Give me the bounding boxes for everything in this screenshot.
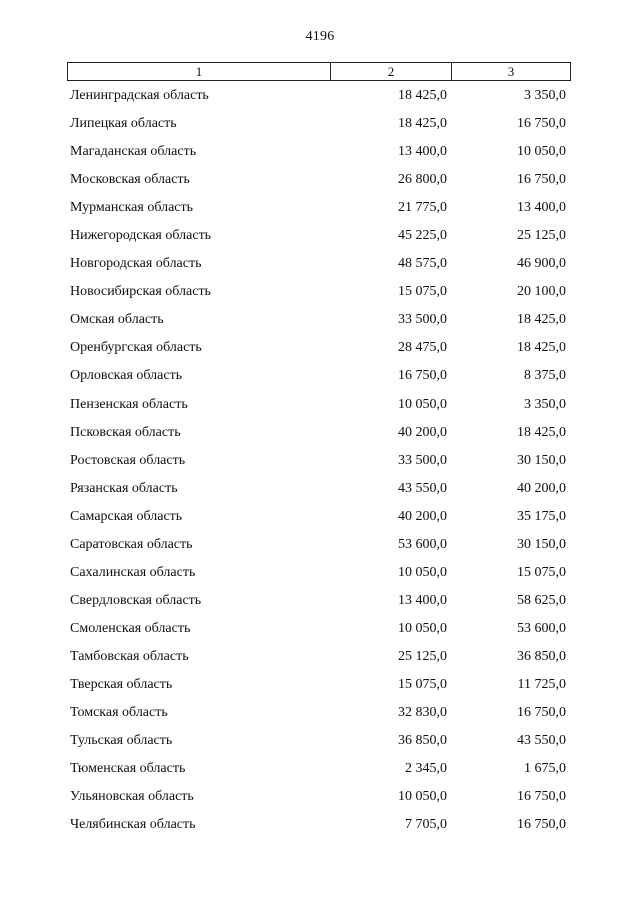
table-row [0,731,640,759]
column-3-value: 25 125,0 [517,228,566,244]
table-row [0,338,640,366]
table-row [0,310,640,338]
region-name: Новосибирская область [70,284,211,300]
table-row [0,86,640,114]
region-name: Омская область [70,312,164,328]
column-3-value: 58 625,0 [517,592,566,608]
table-row [0,563,640,591]
region-name: Свердловская область [70,592,202,608]
column-2-value: 13 400,0 [398,592,447,608]
column-3-value: 30 150,0 [517,536,566,552]
column-3-value: 20 100,0 [517,284,566,300]
column-3-value: 10 050,0 [517,144,566,160]
column-2-value: 10 050,0 [398,620,447,636]
column-2-value: 7 705,0 [405,817,447,833]
region-name: Орловская область [70,368,183,384]
region-name: Мурманская область [70,200,194,216]
region-name: Тюменская область [70,761,186,777]
table-row [0,815,640,843]
table-row [0,479,640,507]
column-3-value: 18 425,0 [517,340,566,356]
column-2-value: 10 050,0 [398,564,447,580]
column-2-value: 53 600,0 [398,536,447,552]
column-header-row [68,63,571,81]
table-row [0,591,640,619]
column-3-value: 16 750,0 [517,116,566,132]
column-2-value: 26 800,0 [398,172,447,188]
column-3-value: 15 075,0 [517,564,566,580]
column-2-value: 15 075,0 [398,284,447,300]
column-3-value: 40 200,0 [517,480,566,496]
column-3-value: 11 725,0 [517,676,566,692]
region-name: Московская область [70,172,190,188]
table-row [0,366,640,394]
column-header-3: 3 [452,63,571,81]
table-row [0,423,640,451]
table-row [0,282,640,310]
region-name: Тверская область [70,676,173,692]
region-name: Челябинская область [70,817,196,833]
table-body [0,86,640,843]
region-name: Смоленская область [70,620,191,636]
column-3-value: 1 675,0 [524,761,566,777]
column-3-value: 18 425,0 [517,312,566,328]
column-2-value: 33 500,0 [398,452,447,468]
region-name: Томская область [70,705,168,721]
column-2-value: 40 200,0 [398,424,447,440]
table-row [0,647,640,675]
region-name: Тамбовская область [70,648,189,664]
region-name: Нижегородская область [70,228,212,244]
column-header-2: 2 [331,63,452,81]
table-row [0,619,640,647]
region-name: Сахалинская область [70,564,196,580]
page-number: 4196 [305,29,335,44]
region-name: Магаданская область [70,144,197,160]
column-2-value: 10 050,0 [398,789,447,805]
column-header-table [67,62,571,81]
column-2-value: 32 830,0 [398,705,447,721]
region-name: Псковская область [70,424,181,440]
table-row [0,535,640,563]
column-2-value: 28 475,0 [398,340,447,356]
table-row [0,198,640,226]
region-name: Пензенская область [70,396,188,412]
region-name: Ленинградская область [70,88,209,103]
region-name: Новгородская область [70,256,202,272]
column-2-value: 18 425,0 [398,88,447,103]
region-name: Липецкая область [70,116,177,132]
column-2-value: 25 125,0 [398,648,447,664]
column-3-value: 3 350,0 [524,396,566,412]
region-name: Рязанская область [70,480,178,496]
column-2-value: 40 200,0 [398,508,447,524]
table-row [0,254,640,282]
column-3-value: 36 850,0 [517,648,566,664]
table-row [0,114,640,142]
column-header-1: 1 [68,63,331,81]
table-row [0,759,640,787]
column-2-value: 10 050,0 [398,396,447,412]
column-3-value: 13 400,0 [517,200,566,216]
column-3-value: 18 425,0 [517,424,566,440]
region-name: Ростовская область [70,452,186,468]
table-row [0,226,640,254]
table-row [0,507,640,535]
column-2-value: 36 850,0 [398,733,447,749]
column-2-value: 15 075,0 [398,676,447,692]
region-name: Оренбургская область [70,340,202,356]
table-row [0,703,640,731]
column-3-value: 46 900,0 [517,256,566,272]
column-2-value: 48 575,0 [398,256,447,272]
column-3-value: 16 750,0 [517,817,566,833]
column-2-value: 18 425,0 [398,116,447,132]
column-3-value: 16 750,0 [517,705,566,721]
column-2-value: 33 500,0 [398,312,447,328]
table-row [0,787,640,815]
column-2-value: 45 225,0 [398,228,447,244]
region-name: Самарская область [70,508,183,524]
column-2-value: 16 750,0 [398,368,447,384]
column-2-value: 43 550,0 [398,480,447,496]
column-3-value: 53 600,0 [517,620,566,636]
column-3-value: 43 550,0 [517,733,566,749]
column-3-value: 35 175,0 [517,508,566,524]
table-row [0,170,640,198]
region-name: Ульяновская область [70,789,194,805]
column-2-value: 21 775,0 [398,200,447,216]
table-row [0,395,640,423]
table-row [0,675,640,703]
column-3-value: 3 350,0 [524,88,566,103]
region-name: Саратовская область [70,536,193,552]
column-2-value: 13 400,0 [398,144,447,160]
column-3-value: 16 750,0 [517,172,566,188]
column-3-value: 30 150,0 [517,452,566,468]
column-3-value: 16 750,0 [517,789,566,805]
table-row [0,142,640,170]
column-3-value: 8 375,0 [524,368,566,384]
region-name: Тульская область [70,733,173,749]
column-2-value: 2 345,0 [405,761,447,777]
table-row [0,451,640,479]
